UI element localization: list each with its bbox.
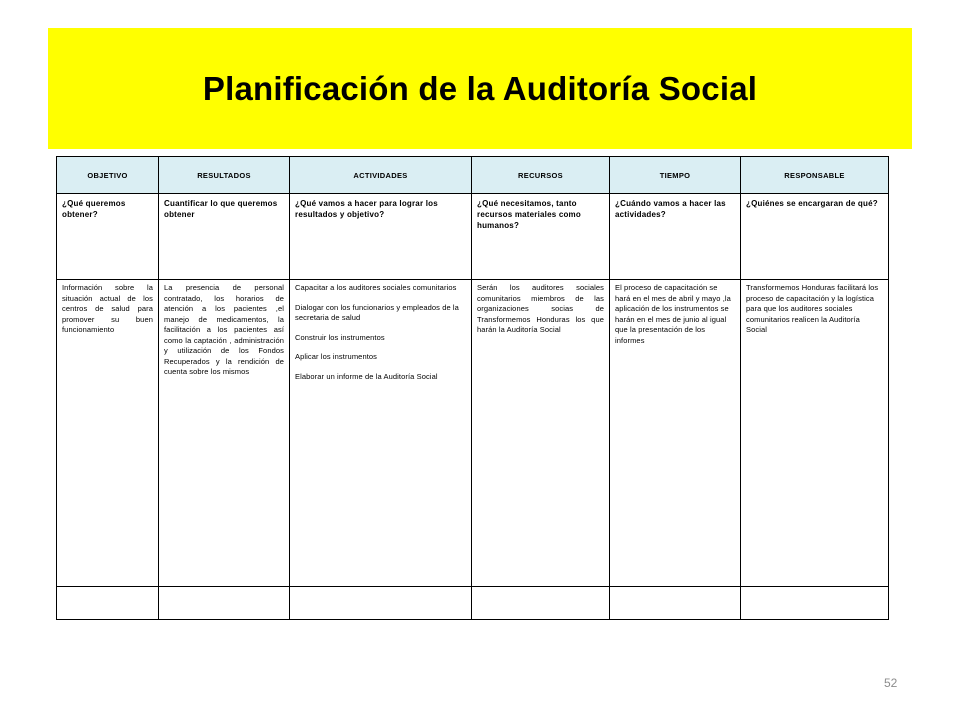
page-number: 52 [884,676,898,690]
cell-actividades [290,280,472,587]
question-responsable: ¿Quiénes se encargaran de qué? [741,194,889,280]
planning-table [56,156,889,620]
header-actividades: ACTIVIDADES [290,157,472,194]
activity-item: Elaborar un informe de la Auditoría Social [295,371,438,381]
question-actividades: ¿Qué vamos a hacer para lograr los resultados y objetivo? [290,194,472,280]
header-recursos: RECURSOS [472,157,610,194]
cell-objetivo: Información sobre la situación actual de los centros de salud para promover su buen funcionamiento [57,280,159,587]
empty-cell [57,587,159,620]
question-recursos: ¿Qué necesitamos, tanto recursos materiales como humanos? [472,194,610,280]
activity-item: Capacitar a los auditores sociales comunitarios [295,283,457,292]
cell-recursos: Serán los auditores sociales comunitarios miembros de las organizaciones socias de Transformemos Honduras los que harán la Auditoría Social [472,280,610,587]
empty-cell [741,587,889,620]
empty-cell [159,587,290,620]
question-resultados: Cuantificar lo que queremos obtener [159,194,290,280]
table-header-row [57,157,889,194]
activity-item: Dialogar con los funcionarios y empleados de la secretaria de salud [295,302,459,322]
header-responsable: RESPONSABLE [741,157,889,194]
title-banner [48,28,912,149]
table-row-questions [57,194,889,280]
activity-item: Aplicar los instrumentos [295,352,378,361]
activity-item: Construir los instrumentos [295,332,385,342]
cell-tiempo: El proceso de capacitación se hará en el mes de abril y mayo ,la aplicación de los instrumentos se harán en el mes de junio al igual que la presentación de los informes [610,280,741,587]
slide-title: Planificación de la Auditoría Social [202,69,758,107]
question-objetivo: ¿Qué queremos obtener? [57,194,159,280]
question-tiempo: ¿Cuándo vamos a hacer las actividades? [610,194,741,280]
empty-cell [472,587,610,620]
cell-responsable: Transformemos Honduras facilitará los proceso de capacitación y la logística para que los auditores sociales comunitarios realicen la Auditoría Social [741,280,889,587]
header-objetivo: OBJETIVO [57,157,159,194]
empty-cell [610,587,741,620]
header-resultados: RESULTADOS [159,157,290,194]
table-row-content [57,280,889,587]
table-row-empty [57,587,889,620]
cell-resultados: La presencia de personal contratado, los horarios de atención a los pacientes ,el manejo de medicamentos, la facilitación a los pacientes así como la captación , administración y utilización de los Fondos Recuperados y la rendición de cuenta sobre los mismos [159,280,290,587]
header-tiempo: TIEMPO [610,157,741,194]
empty-cell [290,587,472,620]
